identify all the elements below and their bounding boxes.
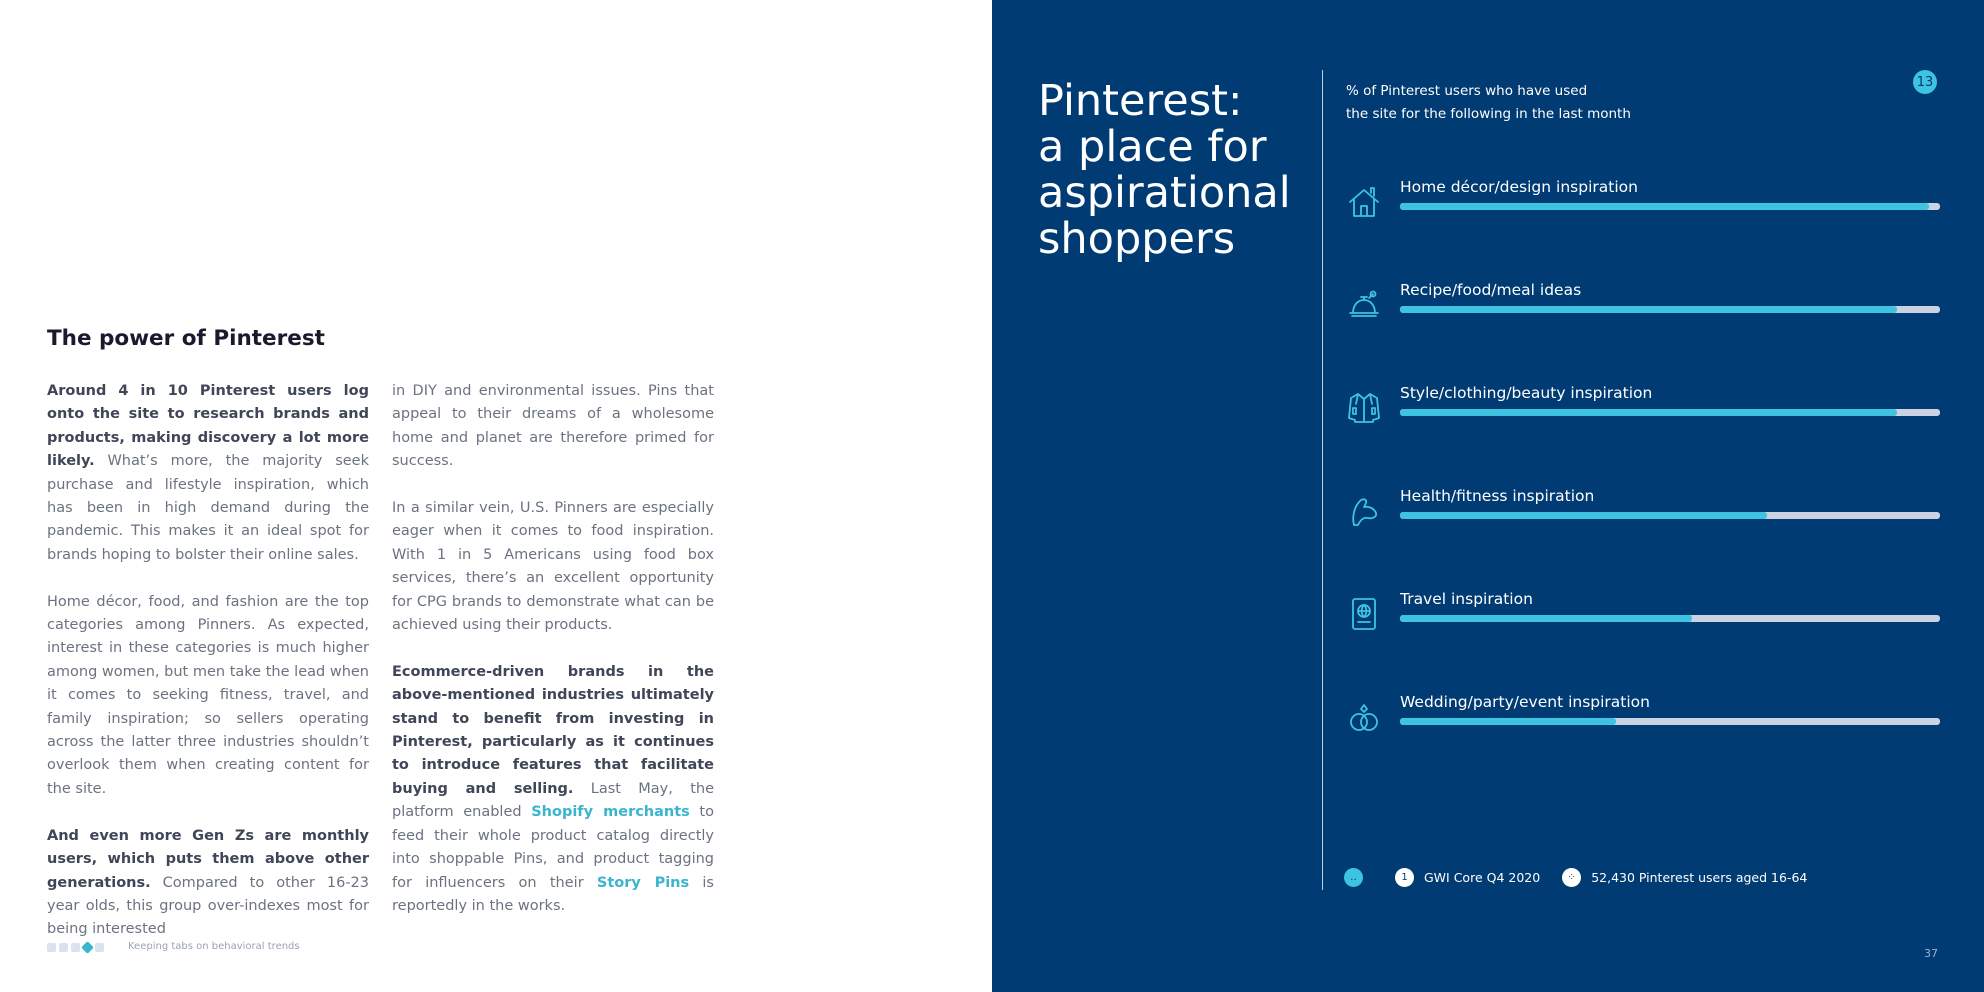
legend-item-sample [1562,868,1807,887]
paragraph [392,661,714,918]
bar-track [1400,718,1940,725]
paragraph [47,380,369,567]
chart-title [1346,80,1631,126]
legend-item-source [1395,868,1540,887]
bar-track [1400,615,1940,622]
people-icon: ⁘ [1562,868,1581,887]
story-pins-link[interactable]: Story Pins [596,874,690,891]
bar-row [1344,384,1940,464]
bar-label: Health/fitness inspiration [1400,487,1595,505]
paragraph [47,825,369,942]
passport-icon [1344,594,1384,634]
source-label: GWI Core Q4 2020 [1424,870,1541,885]
page-title: The power of Pinterest [47,326,325,351]
bold-lead: Around 4 in 10 Pinterest users log onto the site to research brands and products, making discovery a lot more likely. [47,383,369,470]
bar-track [1400,512,1940,519]
house-icon [1344,182,1384,222]
bar [1400,409,1897,416]
flexed-arm-icon [1344,491,1384,531]
bold-lead: And even more Gen Zs are monthly users, which puts them above other generations. [47,827,369,891]
divider-line [1322,70,1323,890]
title-line: a place for [1038,122,1267,172]
bar [1400,203,1929,210]
bar [1400,306,1897,313]
bar [1400,512,1767,519]
sample-label: 52,430 Pinterest users aged 16-64 [1591,870,1808,885]
bar-row [1344,178,1940,258]
progress-dot [95,943,104,952]
progress-dot-active [81,941,94,954]
chart-number-badge: 13 [1913,70,1937,94]
page-number: 37 [1924,947,1938,960]
bar-row [1344,693,1940,773]
title-line: Pinterest: [1038,76,1243,126]
section-footer-label: Keeping tabs on behavioral trends [128,941,300,952]
bar-label: Home décor/design inspiration [1400,178,1638,196]
bar-row [1344,590,1940,670]
paragraph-text: Compared to other 16-23 year olds, this group over-indexes most for being interested [47,874,369,938]
legend-item [1344,868,1373,887]
text-column-1 [47,380,369,965]
paragraph-text: to feed their whole product catalog directly into shoppable Pins, and product tagging for influencers on their [392,804,714,891]
bar-label: Wedding/party/event inspiration [1400,693,1650,711]
paragraph-text: What’s more, the majority seek purchase and lifestyle inspiration, which has been in high demand during the pandemic. This makes it an ideal spot for brands hoping to bolster their online sales. [47,453,369,563]
info-icon[interactable]: ‥ [1344,868,1363,887]
source-icon: 1 [1395,868,1414,887]
bar-track [1400,203,1940,210]
chart-page-title [1038,78,1291,262]
bar-label: Recipe/food/meal ideas [1400,281,1582,299]
bar-track [1400,306,1940,313]
paragraph: in DIY and environmental issues. Pins that appeal to their dreams of a wholesome home and planet are therefore primed for success. [392,383,714,470]
progress-dot [71,943,80,952]
bar-track [1400,409,1940,416]
paragraph: Home décor, food, and fashion are the top categories among Pinners. As expected, interest in these categories is much higher among women, but men take the lead when it comes to seeking fitness, travel, and family inspiration; so sellers operating across the latter three industries shouldn’t overlook them when creating content for the site. [47,593,369,797]
paragraph: In a similar vein, U.S. Pinners are especially eager when it comes to food inspiration. With 1 in 5 Americans using food box services, there’s an excellent opportunity for CPG brands to demonstrate what can be achieved using their products. [392,500,714,634]
chart-title-line: the site for the following in the last month [1346,106,1631,122]
bar [1400,718,1616,725]
title-line: aspirational [1038,168,1291,218]
progress-dot [47,943,56,952]
progress-dot [59,943,68,952]
rings-icon [1344,697,1384,737]
chart-legend [1344,868,1829,887]
text-column-2 [392,380,714,942]
bar-row [1344,487,1940,567]
paragraph-text: is reportedly in the works. [392,874,714,914]
bar-label: Style/clothing/beauty inspiration [1400,384,1653,402]
chart-title-line: % of Pinterest users who have used [1346,83,1588,99]
bold-lead: Ecommerce-driven brands in the above-mentioned industries ultimately stand to benefit from investing in Pinterest, particularly as it continues to introduce features that facilitate buying and selling. [392,663,714,797]
bar-row [1344,281,1940,361]
section-progress-dots [47,943,104,952]
shopify-merchants-link[interactable]: Shopify merchants [531,804,690,821]
bar [1400,615,1692,622]
title-line: shoppers [1038,214,1236,264]
food-platter-icon [1344,285,1384,325]
bar-label: Travel inspiration [1400,590,1533,608]
paragraph-text: Last May, the platform enabled [392,780,714,821]
jacket-icon [1344,388,1384,428]
